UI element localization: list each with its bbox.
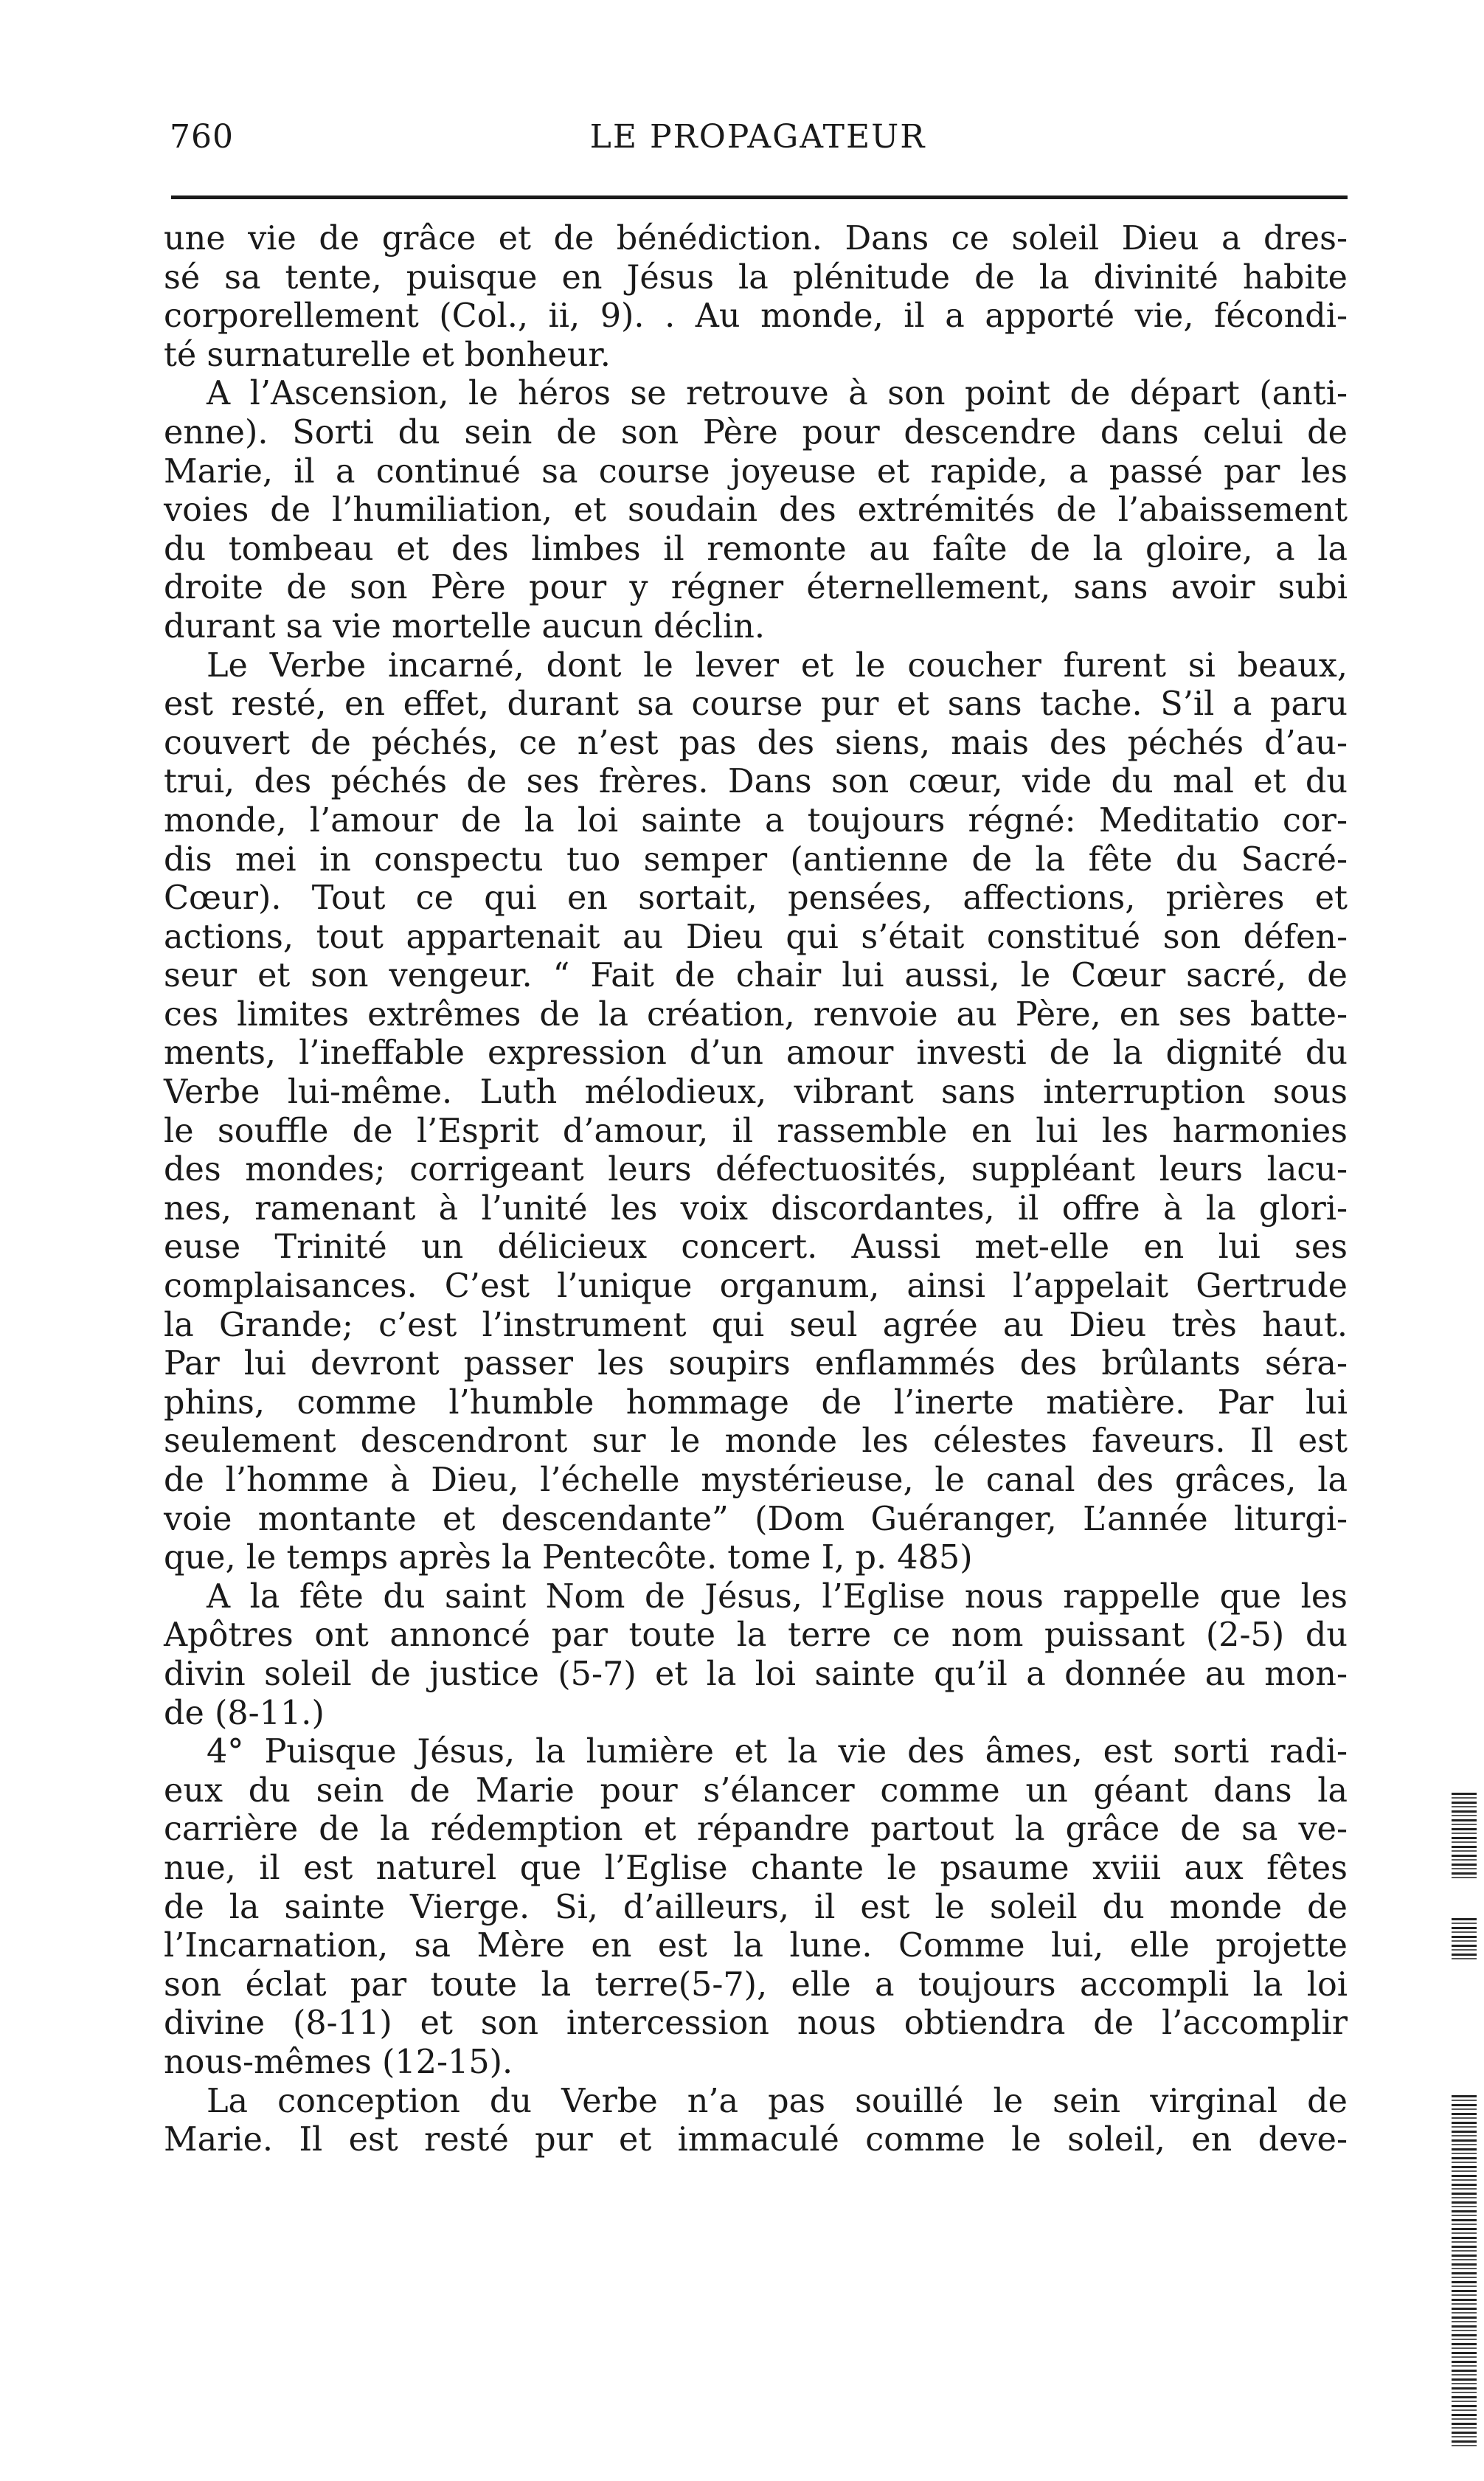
- text-line: carrière de la rédemption et répandre partout la grâce de sa ve-: [164, 1810, 1348, 1849]
- text-line: nes, ramenant à l’unité les voix discordantes, il offre à la glori-: [164, 1189, 1348, 1228]
- text-line: divin soleil de justice (5-7) et la loi sainte qu’il a donnée au mon-: [164, 1655, 1348, 1693]
- text-line: voies de l’humiliation, et soudain des extrémités de l’abaissement: [164, 491, 1348, 530]
- text-line: complaisances. C’est l’unique organum, ainsi l’appelait Gertrude: [164, 1267, 1348, 1306]
- text-line: trui, des péchés de ses frères. Dans son cœur, vide du mal et du: [164, 763, 1348, 801]
- text-line: dis mei in conspectu tuo semper (antienne de la fête du Sacré-: [164, 840, 1348, 879]
- text-line: A la fête du saint Nom de Jésus, l’Eglise nous rappelle que les: [207, 1577, 1348, 1616]
- text-line: son éclat par toute la terre(5-7), elle a toujours accompli la loi: [164, 1965, 1348, 2004]
- text-line: est resté, en effet, durant sa course pur et sans tache. S’il a paru: [164, 685, 1348, 724]
- text-line: sé sa tente, puisque en Jésus la plénitude de la divinité habite: [164, 258, 1348, 297]
- text-line: de (8-11.): [164, 1694, 325, 1732]
- text-line: La conception du Verbe n’a pas souillé le sein virginal de: [207, 2082, 1348, 2120]
- text-line: nue, il est naturel que l’Eglise chante le psaume xviii aux fêtes: [164, 1849, 1348, 1887]
- text-line: ments, l’ineffable expression d’un amour investi de la dignité du: [164, 1034, 1348, 1073]
- page-edge-mark: [1452, 1793, 1477, 1881]
- text-line: l’Incarnation, sa Mère en est la lune. Comme lui, elle projette: [164, 1927, 1348, 1965]
- text-line: Par lui devront passer les soupirs enflammés des brûlants séra-: [164, 1345, 1348, 1383]
- text-line: couvert de péchés, ce n’est pas des siens, mais des péchés d’au-: [164, 724, 1348, 762]
- text-line: enne). Sorti du sein de son Père pour descendre dans celui de: [164, 413, 1348, 451]
- text-line: Verbe lui-même. Luth mélodieux, vibrant sans interruption sous: [164, 1073, 1348, 1112]
- text-line: que, le temps après la Pentecôte. tome I, p. 485): [164, 1539, 973, 1577]
- text-line: de la sainte Vierge. Si, d’ailleurs, il est le soleil du monde de: [164, 1888, 1348, 1926]
- text-line: phins, comme l’humble hommage de l’inerte matière. Par lui: [164, 1383, 1348, 1422]
- text-line: euse Trinité un délicieux concert. Aussi met-elle en lui ses: [164, 1228, 1348, 1267]
- text-line: eux du sein de Marie pour s’élancer comme un géant dans la: [164, 1771, 1348, 1810]
- text-line: Cœur). Tout ce qui en sortait, pensées, affections, prières et: [164, 879, 1348, 918]
- text-line: voie montante et descendante” (Dom Guéranger, L’année liturgi-: [164, 1500, 1348, 1538]
- text-line: Marie. Il est resté pur et immaculé comme le soleil, en deve-: [164, 2121, 1348, 2159]
- text-line: droite de son Père pour y régner éternellement, sans avoir subi: [164, 569, 1348, 607]
- text-line: 4° Puisque Jésus, la lumière et la vie des âmes, est sorti radi-: [207, 1733, 1348, 1771]
- text-line: Le Verbe incarné, dont le lever et le coucher furent si beaux,: [207, 646, 1348, 685]
- page-header: [170, 118, 1346, 162]
- header-rule: [171, 195, 1348, 199]
- text-line: le souffle de l’Esprit d’amour, il rassemble en lui les harmonies: [164, 1112, 1348, 1150]
- text-line: seur et son vengeur. “ Fait de chair lui aussi, le Cœur sacré, de: [164, 957, 1348, 995]
- text-line: divine (8-11) et son intercession nous obtiendra de l’accomplir: [164, 2004, 1348, 2043]
- text-line: corporellement (Col., ii, 9). . Au monde, il a apporté vie, fécondi-: [164, 297, 1348, 336]
- text-line: des mondes; corrigeant leurs défectuosités, suppléant leurs lacu-: [164, 1151, 1348, 1189]
- text-line: durant sa vie mortelle aucun déclin.: [164, 607, 766, 646]
- page-edge-mark: [1452, 1918, 1477, 1962]
- text-line: nous-mêmes (12-15).: [164, 2043, 513, 2081]
- text-line: Apôtres ont annoncé par toute la terre ce nom puissant (2-5) du: [164, 1616, 1348, 1655]
- text-line: ces limites extrêmes de la création, renvoie au Père, en ses batte-: [164, 995, 1348, 1034]
- text-line: actions, tout appartenait au Dieu qui s’était constitué son défen-: [164, 918, 1348, 956]
- text-line: té surnaturelle et bonheur.: [164, 336, 611, 374]
- page-number: 760: [170, 118, 234, 156]
- text-line: de l’homme à Dieu, l’échelle mystérieuse, le canal des grâces, la: [164, 1461, 1348, 1499]
- text-line: A l’Ascension, le héros se retrouve à son point de départ (anti-: [207, 375, 1348, 413]
- running-title: LE PROPAGATEUR: [589, 118, 926, 156]
- text-line: la Grande; c’est l’instrument qui seul agrée au Dieu très haut.: [164, 1306, 1348, 1344]
- body-text: [164, 220, 1348, 2160]
- page-edge-mark: [1452, 2095, 1477, 2449]
- text-line: monde, l’amour de la loi sainte a toujours régné: Meditatio cor-: [164, 801, 1348, 840]
- text-line: Marie, il a continué sa course joyeuse et rapide, a passé par les: [164, 452, 1348, 491]
- text-line: seulement descendront sur le monde les célestes faveurs. Il est: [164, 1422, 1348, 1461]
- text-line: une vie de grâce et de bénédiction. Dans ce soleil Dieu a dres-: [164, 220, 1348, 257]
- text-line: du tombeau et des limbes il remonte au faîte de la gloire, a la: [164, 530, 1348, 568]
